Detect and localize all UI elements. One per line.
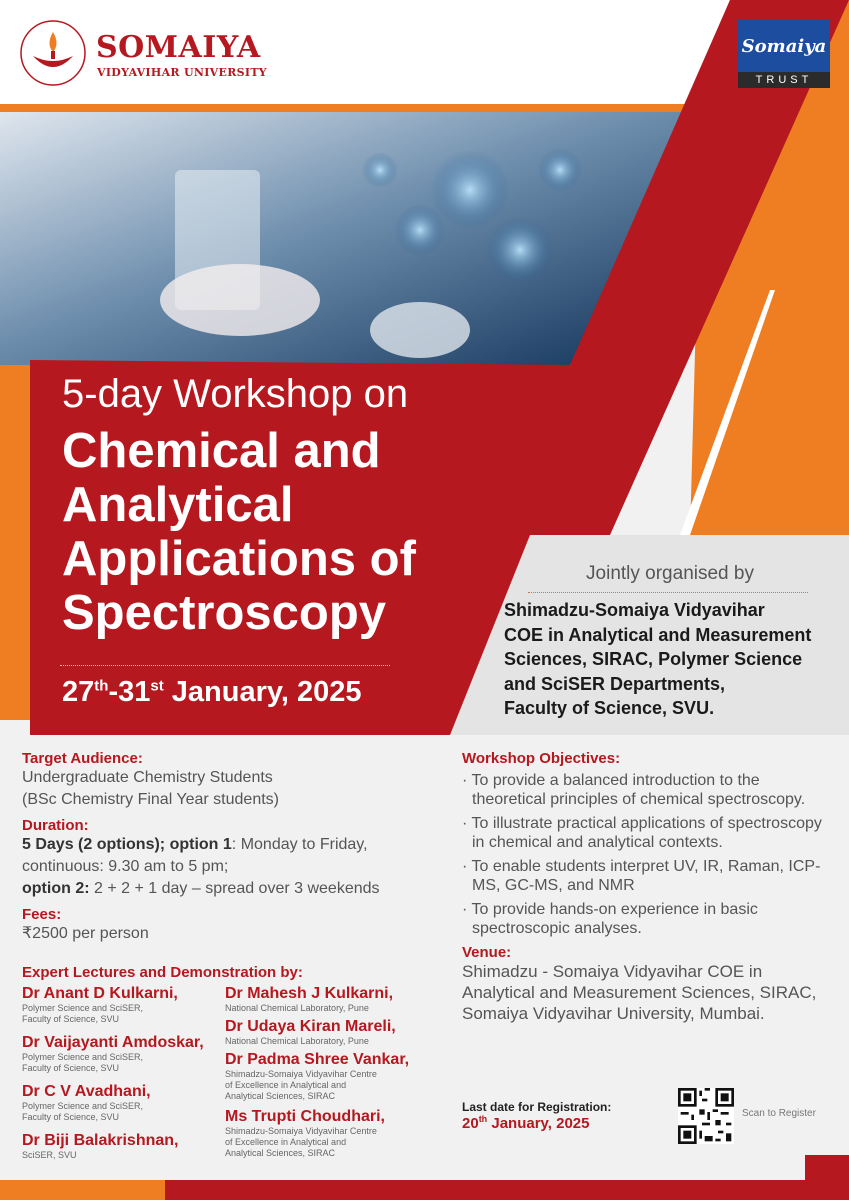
organisers-divider [528,592,808,593]
duration-option-2: option 2: 2 + 2 + 1 day – spread over 3 weekends [22,880,380,897]
objective-item: · To provide a balanced introduction to the theoretical principles of chemical spectroscopy. [462,772,806,808]
fees-heading: Fees: [22,906,62,923]
expert-item: Dr C V Avadhani, Polymer Science and SciSER, Faculty of Science, SVU [22,1083,151,1122]
objective-item: · To illustrate practical applications of spectroscopy in chemical and analytical contexts. [462,815,822,851]
fees-value: ₹2500 per person [22,925,149,942]
university-emblem-icon [18,18,88,88]
workshop-title: Chemical and Analytical Applications of Spectroscopy [62,424,416,640]
expert-item: Dr Mahesh J Kulkarni, National Chemical Laboratory, Pune [225,985,394,1013]
venue-heading: Venue: [462,944,512,961]
trust-logo-label: TRUST [738,72,830,88]
details-right-column [462,750,837,1024]
trust-logo [738,20,830,88]
target-line-2: (BSc Chemistry Final Year students) [22,791,279,808]
qr-code-icon[interactable] [678,1088,734,1144]
expert-item: Ms Trupti Choudhari, Shimadzu-Somaiya Vidyavihar Centre of Excellence in Analytical and Analytical Sciences, SIRAC [225,1108,385,1158]
expert-item: Dr Vaijayanti Amdoskar, Polymer Science and SciSER, Faculty of Science, SVU [22,1034,204,1073]
gloved-hand [160,264,320,336]
objective-item: · To enable students interpret UV, IR, Raman, ICP-MS, GC-MS, and NMR [462,858,821,894]
organisers-label: Jointly organised by [586,563,754,584]
university-name: SOMAIYA [96,30,261,65]
duration-option-1: 5 Days (2 options); option 1: Monday to Friday, continuous: 9.30 am to 5 pm; [22,836,368,875]
university-subtitle: VIDYAVIHAR UNIVERSITY [97,66,267,79]
scan-to-register-label: Scan to Register [742,1108,816,1119]
registration-label: Last date for Registration: [462,1100,612,1114]
target-heading: Target Audience: [22,750,143,767]
university-logo [18,18,268,88]
expert-item: Dr Udaya Kiran Mareli, National Chemical Laboratory, Pune [225,1018,396,1046]
expert-item: Dr Biji Balakrishnan, SciSER, SVU [22,1132,179,1160]
expert-item: Dr Padma Shree Vankar, Shimadzu-Somaiya Vidyavihar Centre of Excellence in Analytical and Analytical Sciences, SIRAC [225,1051,410,1101]
objective-item: · To provide hands-on experience in basic spectroscopic analyses. [462,901,758,937]
experts-heading: Expert Lectures and Demonstration by: [22,964,303,981]
title-divider [60,665,390,666]
target-line-1: Undergraduate Chemistry Students [22,769,273,786]
registration-deadline: 20th January, 2025 [462,1114,590,1132]
workshop-subtitle: 5-day Workshop on [62,372,409,416]
objectives-heading: Workshop Objectives: [462,750,621,767]
organisers-text: Shimadzu-Somaiya Vidyavihar COE in Analytical and Measurement Sciences, SIRAC, Polymer Science and SciSER Departments, Faculty of Science, SVU. [504,600,812,718]
expert-item: Dr Anant D Kulkarni, Polymer Science and SciSER, Faculty of Science, SVU [22,985,178,1024]
duration-heading: Duration: [22,817,89,834]
trust-logo-wordmark: Somaiya [738,20,830,72]
workshop-dates: 27th-31st January, 2025 [62,676,362,708]
details-left-column [22,750,442,945]
venue-text: Shimadzu - Somaiya Vidyavihar COE in Analytical and Measurement Sciences, SIRAC, Somaiya Vidyavihar University, Mumbai. [462,962,817,1023]
